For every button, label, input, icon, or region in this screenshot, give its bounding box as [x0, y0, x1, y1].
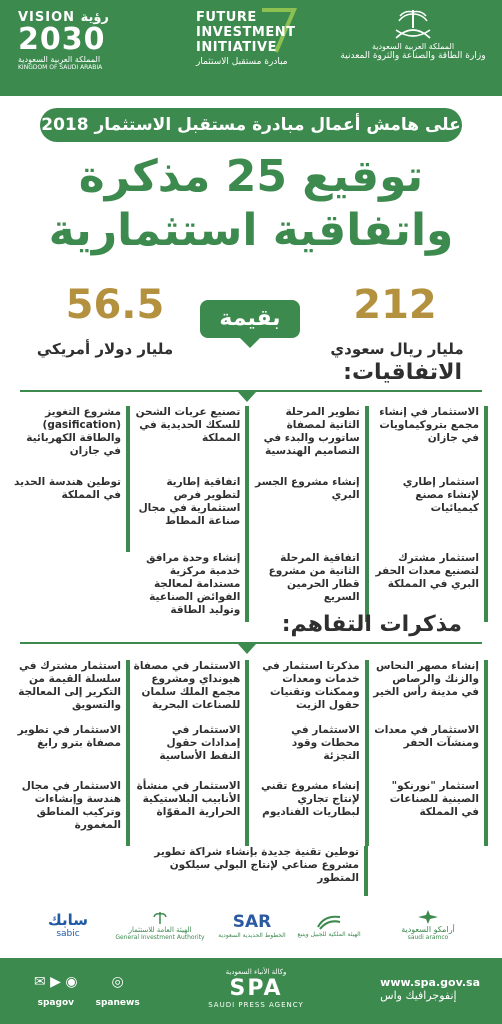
- sagia-logo: الهيئة العامة للاستثمار General Investment Authority: [112, 900, 208, 950]
- spa-arabic-name: وكالة الأنباء السعودية: [225, 968, 287, 976]
- mou-item: استثمار "نورنكو" الصينية للصناعات في المملكة: [372, 780, 488, 846]
- sabic-logo: سابك sabic: [48, 911, 88, 939]
- vision-country-ar: المملكة العربية السعودية: [18, 55, 101, 64]
- social-links: [34, 974, 140, 1009]
- usd-amount: 56.5: [65, 282, 165, 328]
- mou-item: الاستثمار في مصفاة هيونداي ومشروع مجمع الملك سلمان للصناعات البحرية: [133, 660, 249, 724]
- mou-item: الاستثمار في إمدادات حقول النفط الأساسية: [133, 724, 249, 780]
- mou-item: الاستثمار في معدات ومنشآت الحفر: [372, 724, 488, 780]
- mous-pointer: [238, 644, 256, 654]
- agreements-pointer: [238, 392, 256, 402]
- vision-2030-logo: [18, 10, 128, 71]
- palm-emblem-icon: [153, 910, 167, 926]
- value-badge-pointer: [240, 338, 260, 348]
- vision-ar-label: رؤية: [80, 10, 109, 25]
- mou-item-empty: [14, 846, 130, 896]
- agreement-item: استثمار إطاري لإنشاء مصنع كيميائيات: [372, 476, 488, 552]
- website-link[interactable]: www.spa.gov.sa: [380, 976, 480, 989]
- mou-item: إنشاء مصهر النحاس والزنك والرصاص في مدينة رأس الخير: [372, 660, 488, 724]
- partner-logos: [0, 900, 502, 950]
- palm-swords-emblem-icon: [390, 8, 436, 42]
- agreement-item: تطوير المرحلة الثانية لمصفاة ساتورب والبدء في التصاميم الهندسية: [253, 406, 369, 476]
- mous-row: [14, 660, 488, 724]
- agreement-item: إنشاء وحدة مرافق خدمية مركزية مستدامة لمعالجة الفوائض الصناعية وتوليد الطاقة: [133, 552, 249, 622]
- mou-item: استثمار مشترك في سلسلة القيمة من التكرير إلى المعالجة والتسويق: [14, 660, 130, 724]
- fii-arabic: مبادرة مستقبل الاستثمار: [196, 57, 288, 67]
- mou-item: الاستثمار في تطوير مصفاة بترو رابغ: [14, 724, 130, 780]
- sar-logo: SAR الخطوط الحديدية السعودية: [218, 911, 286, 939]
- footer-website: [380, 976, 480, 1002]
- agreements-row: [14, 476, 488, 552]
- infographic-tag: إنفوجرافيك واس: [380, 989, 457, 1002]
- aramco-star-icon: [417, 909, 439, 925]
- mou-item: توطين تقنية جديدة بإنشاء شراكة تطوير مشروع صناعي لإنتاج البولي سيلكون المتطور: [148, 846, 368, 896]
- mou-item: إنشاء مشروع تقني لإنتاج تجاري لبطاريات الفناديوم: [253, 780, 369, 846]
- footer-bar: [0, 958, 502, 1024]
- fii-line-2: INVESTMENT: [196, 25, 296, 40]
- social-spagov[interactable]: ✉ ▶ ◉ spagov: [34, 974, 78, 1008]
- mou-item: الاستثمار في مجال هندسة وإنشاءات وتركيب المناطق المغمورة: [14, 780, 130, 846]
- spa-logo: [196, 968, 316, 1009]
- vision-country-en: KINGDOM OF SAUDI ARABIA: [18, 64, 103, 71]
- mou-item: الاستثمار في منشأة الأنابيب البلاستيكية الحرارية المقوّاة: [133, 780, 249, 846]
- usd-unit: مليار دولار أمريكي: [36, 340, 174, 358]
- twitter-youtube-snapchat-icons: ✉ ▶ ◉: [34, 974, 78, 990]
- mou-item-empty: [372, 846, 488, 896]
- aramco-logo: أرامكو السعودية saudi aramco: [368, 900, 488, 950]
- mou-item: مذكرتا استثمار في خدمات ومعدات وممكنات وتقنيات حقول الزيت: [253, 660, 369, 724]
- agreement-item: مشروع التغويز (gasification) والطاقة الكهربائية في جازان: [14, 406, 130, 476]
- ministry-logo: [338, 8, 488, 61]
- mou-item: الاستثمار في محطات وقود التجزئة: [253, 724, 369, 780]
- mous-heading: مذكرات التفاهم:: [281, 612, 462, 637]
- agreements-row: [14, 406, 488, 476]
- fii-line-1: FUTURE: [196, 10, 257, 25]
- mous-row: [14, 780, 488, 846]
- fii-logo: [196, 10, 316, 67]
- agreement-item: توطين هندسة الحديد في المملكة: [14, 476, 130, 552]
- event-banner: على هامش أعمال مبادرة مستقبل الاستثمار 2018: [40, 108, 462, 142]
- agreement-item: استثمار مشترك لتصنيع معدات الحفر البري في المملكة: [372, 552, 488, 622]
- agreement-item: اتفاقية المرحلة الثانية من مشروع قطار الحرمين السريع: [253, 552, 369, 622]
- agreement-item: الاستثمار في إنشاء مجمع بتروكيماويات في جازان: [372, 406, 488, 476]
- agreements-heading: الاتفاقيات:: [343, 360, 462, 385]
- agreement-item-empty: [14, 552, 130, 622]
- agreements-grid: [14, 406, 488, 622]
- mou-item-empty: [134, 846, 144, 896]
- sar-amount: 212: [353, 282, 437, 328]
- spa-english-name: SAUDI PRESS AGENCY: [208, 1001, 304, 1009]
- agreement-item: اتفاقية إطارية لتطوير فرص استثمارية في مجال صناعة المطاط: [133, 476, 249, 552]
- fii-line-3: INITIATIVE: [196, 40, 277, 55]
- page-title-line-1: توقيع 25 مذكرة: [78, 151, 424, 202]
- header-bar: [0, 0, 502, 96]
- social-spanews[interactable]: ◎ spanews: [95, 974, 140, 1008]
- royal-commission-logo: الهيئة الملكية للجبيل وينبع: [296, 900, 362, 950]
- sar-unit: مليار ريال سعودي: [330, 340, 464, 358]
- vision-number: 2030: [18, 22, 106, 57]
- agreement-item: إنشاء مشروع الجسر البري: [253, 476, 369, 552]
- mous-grid: [14, 660, 488, 896]
- mous-row: [14, 846, 488, 896]
- ministry-country: المملكة العربية السعودية: [371, 42, 455, 51]
- value-badge: بقيمة: [200, 300, 300, 338]
- vision-label: VISION: [18, 10, 76, 25]
- wave-emblem-icon: [316, 913, 342, 931]
- mous-row: [14, 724, 488, 780]
- instagram-icon: ◎: [111, 974, 124, 990]
- ministry-name: وزارة الطاقة والصناعة والثروة المعدنية: [340, 51, 486, 61]
- page-title-line-2: واتفاقية استثمارية: [48, 205, 454, 256]
- spa-mark: SPA: [229, 976, 283, 1001]
- agreement-item: تصنيع عربات الشحن للسكك الحديدية في المملكة: [133, 406, 249, 476]
